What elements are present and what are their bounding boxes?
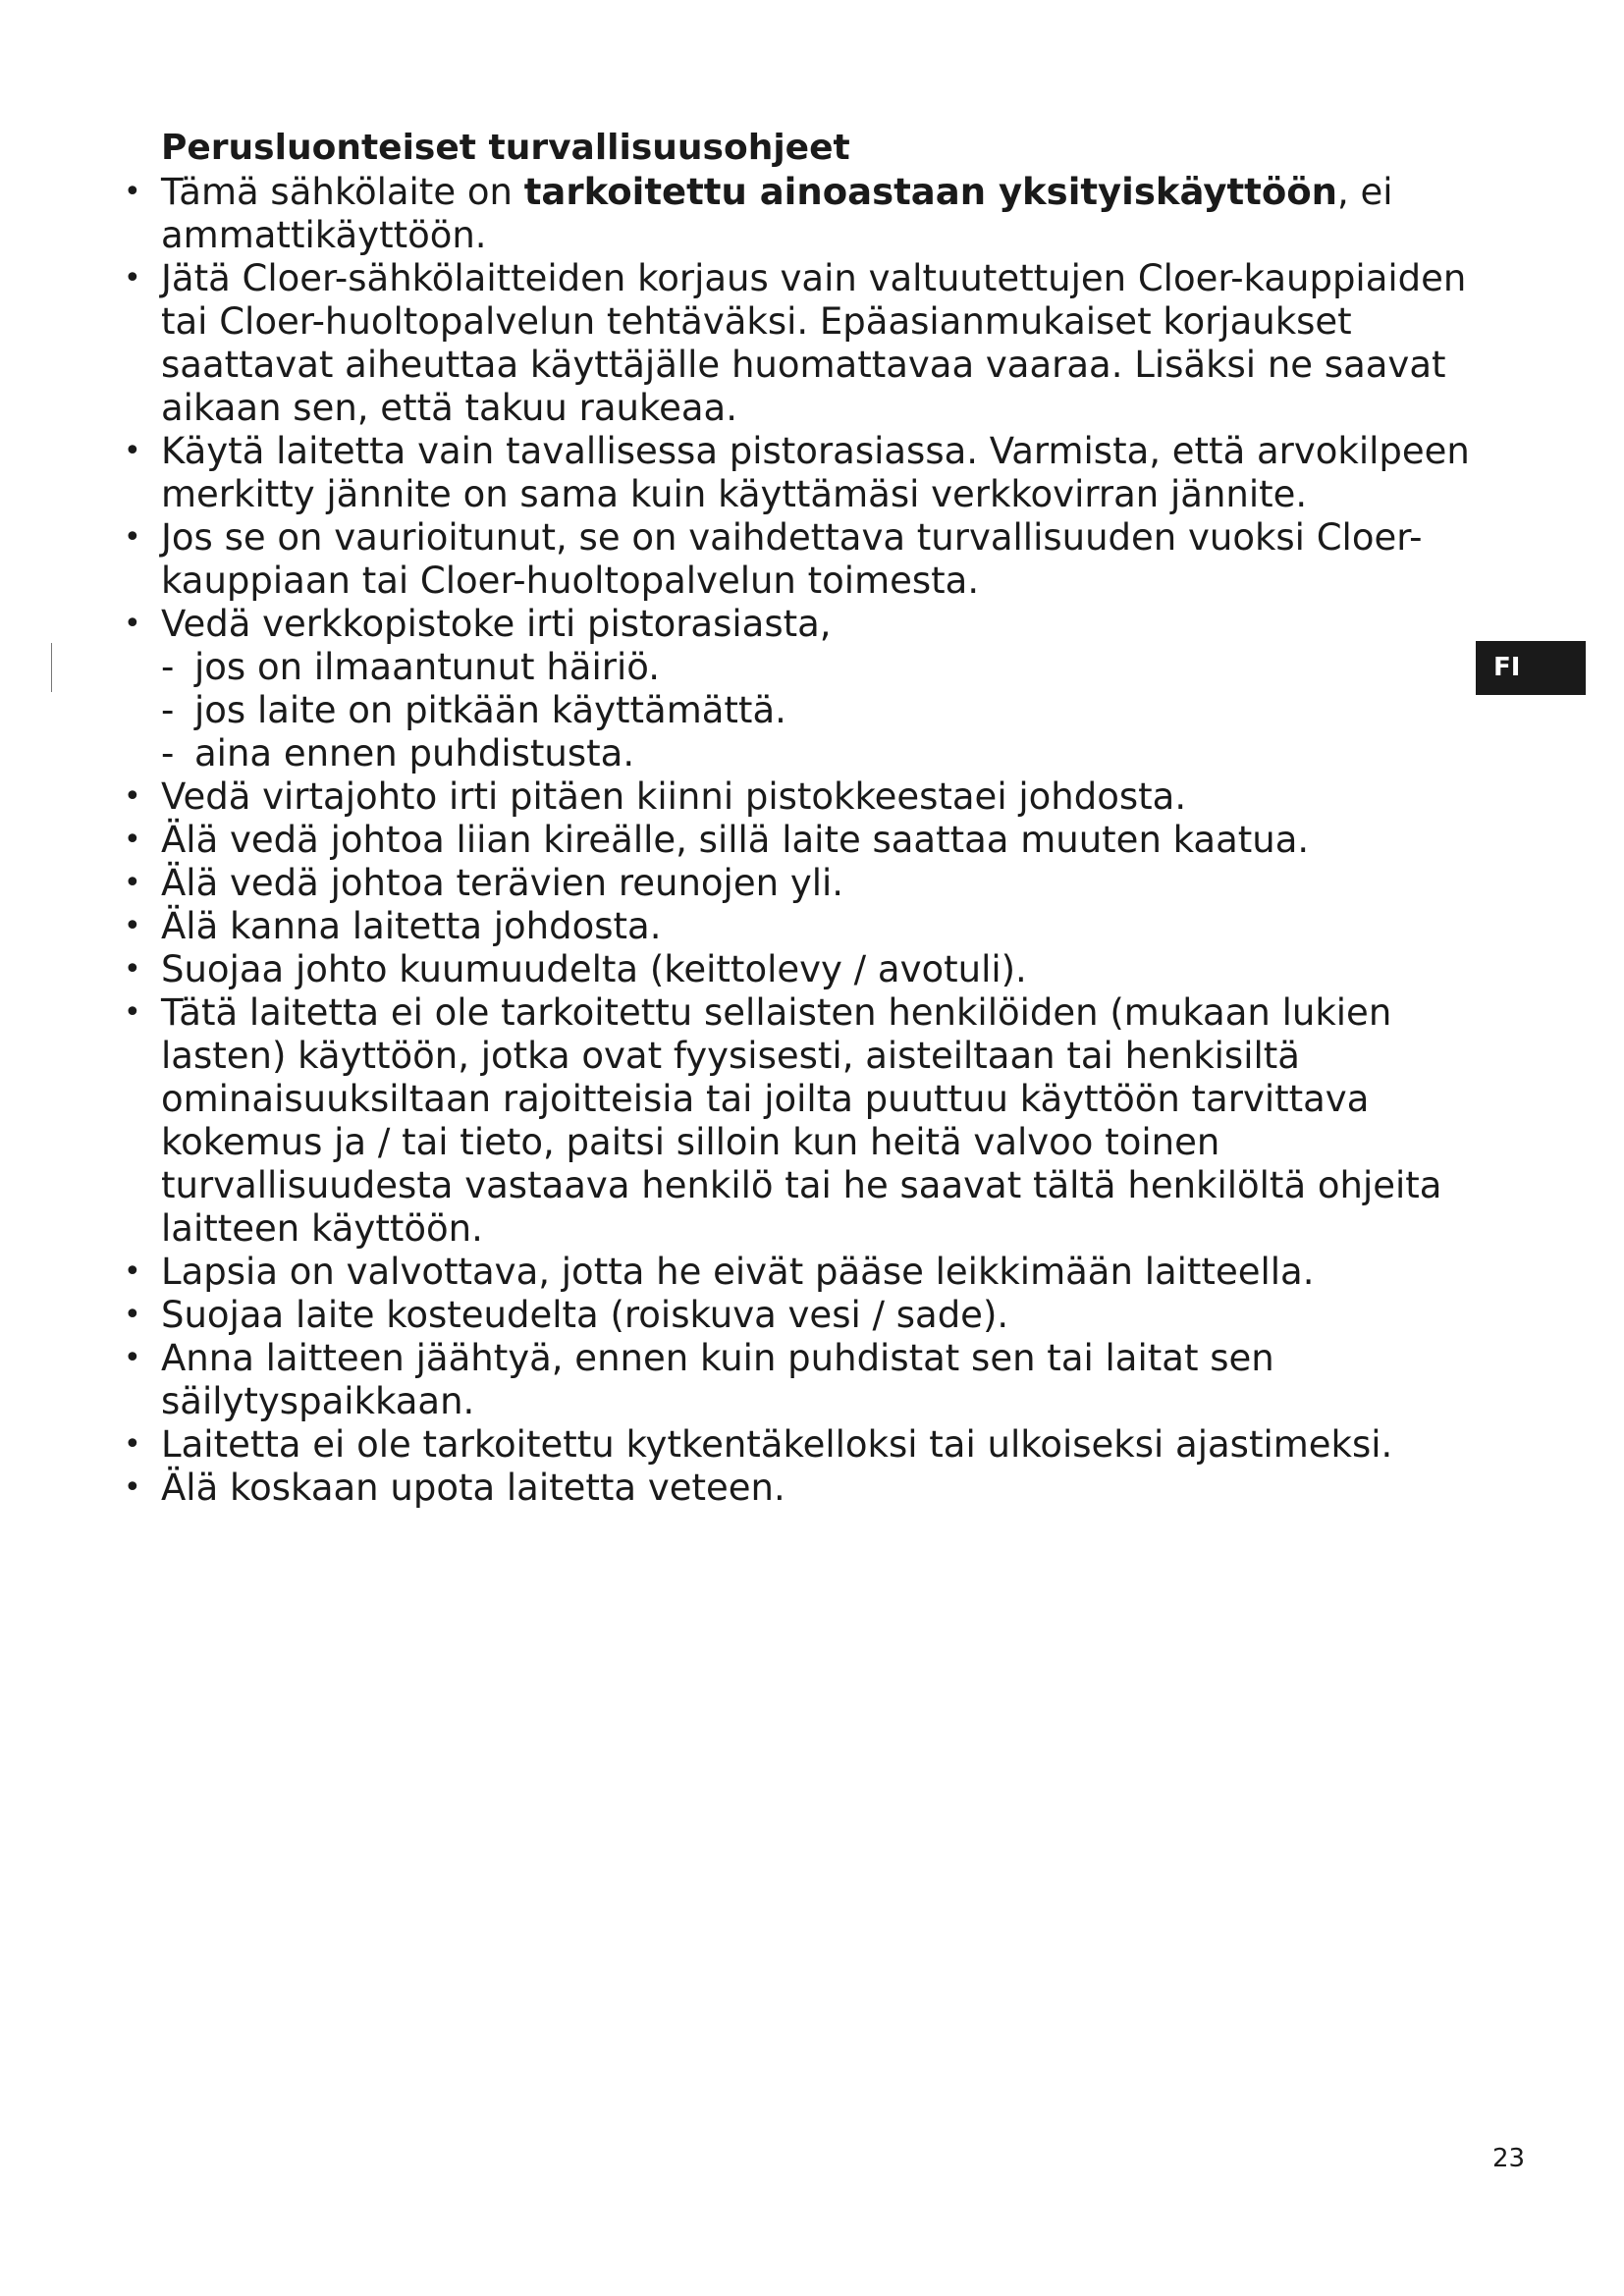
sub-list-item-text: jos on ilmaantunut häiriö. — [194, 646, 660, 688]
bullet-icon: • — [124, 779, 141, 814]
list-item-text: Älä kanna laitetta johdosta. — [161, 905, 662, 947]
section-heading: Perusluonteiset turvallisuusohjeet — [161, 128, 850, 168]
list-item — [124, 862, 1479, 905]
sub-list-item-text: aina ennen puhdistusta. — [194, 732, 635, 774]
list-item — [124, 603, 1479, 775]
list-item — [124, 948, 1479, 991]
list-item-text: Tämä sähkölaite on tarkoitettu ainoastaan yksityiskäyttöön, ei ammattikäyttöön. — [161, 171, 1393, 256]
dash-icon: - — [161, 646, 175, 688]
language-tab: FI — [1476, 641, 1586, 695]
list-item — [124, 905, 1479, 948]
list-item — [124, 430, 1479, 516]
list-item-text: Jos se on vaurioitunut, se on vaihdettava turvallisuuden vuoksi Cloer-kauppiaan tai Cloer-huoltopalvelun toimesta. — [161, 516, 1423, 602]
list-item — [124, 775, 1479, 819]
bullet-icon: • — [124, 1298, 141, 1332]
bullet-icon: • — [124, 995, 141, 1030]
bullet-icon: • — [124, 909, 141, 943]
list-item-text: Jätä Cloer-sähkölaitteiden korjaus vain valtuutettujen Cloer-kauppiaiden tai Cloer-huoltopalvelun tehtäväksi. Epäasianmukaiset korjaukset saattavat aiheuttaa käyttäjälle huomattavaa vaaraa. Lisäksi ne saavat aikaan sen, että takuu raukeaa. — [161, 257, 1467, 429]
list-item-text: Vedä verkkopistoke irti pistorasiasta, — [161, 603, 832, 645]
bullet-icon: • — [124, 1341, 141, 1375]
list-item — [124, 257, 1479, 430]
page-number: 23 — [1492, 2144, 1526, 2173]
sub-list-item-text: jos laite on pitkään käyttämättä. — [194, 689, 786, 731]
list-item-text: Lapsia on valvottava, jotta he eivät pääse leikkimään laitteella. — [161, 1251, 1315, 1293]
list-item — [124, 1337, 1479, 1423]
sub-list — [161, 646, 1479, 775]
list-item-text: Käytä laitetta vain tavallisessa pistorasiassa. Varmista, että arvokilpeen merkitty jännite on sama kuin käyttämäsi verkkovirran jännite. — [161, 430, 1470, 515]
sub-list-item — [161, 646, 1479, 689]
list-item — [124, 819, 1479, 862]
list-item — [124, 1251, 1479, 1294]
sub-list-item — [161, 732, 1479, 775]
bullet-icon: • — [124, 1427, 141, 1462]
list-item-text: Suojaa laite kosteudelta (roiskuva vesi / sade). — [161, 1294, 1009, 1336]
list-item-text: Tätä laitetta ei ole tarkoitettu sellaisten henkilöiden (mukaan lukien lasten) käyttöön, jotka ovat fyysisesti, aisteiltaan tai henkisiltä ominaisuuksiltaan rajoitteisia tai joilta puuttuu käyttöön tarvittava kokemus ja / tai tieto, paitsi silloin kun heitä valvoo toinen turvallisuudesta vastaava henkilö tai he saavat tältä henkilöltä ohjeita laitteen käyttöön. — [161, 991, 1442, 1250]
bullet-icon: • — [124, 434, 141, 468]
sub-list-item — [161, 689, 1479, 732]
list-item — [124, 1467, 1479, 1510]
list-item — [124, 171, 1479, 257]
bullet-icon: • — [124, 952, 141, 987]
list-item — [124, 1294, 1479, 1337]
list-item-text: Suojaa johto kuumuudelta (keittolevy / avotuli). — [161, 948, 1027, 990]
bullet-icon: • — [124, 823, 141, 857]
bullet-icon: • — [124, 1470, 141, 1505]
list-item-text: Laitetta ei ole tarkoitettu kytkentäkelloksi tai ulkoiseksi ajastimeksi. — [161, 1423, 1393, 1466]
list-item-text: Älä koskaan upota laitetta veteen. — [161, 1467, 785, 1509]
instruction-list — [124, 171, 1479, 1510]
list-item-text: Anna laitteen jäähtyä, ennen kuin puhdistat sen tai laitat sen säilytyspaikkaan. — [161, 1337, 1274, 1422]
emphasis-text: tarkoitettu ainoastaan yksityiskäyttöön — [523, 171, 1337, 213]
safety-instructions-section — [124, 126, 1479, 1510]
margin-marker-line — [51, 643, 52, 692]
list-item — [124, 516, 1479, 603]
list-item — [124, 1423, 1479, 1467]
list-item-text: Vedä virtajohto irti pitäen kiinni pistokkeestaei johdosta. — [161, 775, 1187, 818]
bullet-icon: • — [124, 1255, 141, 1289]
bullet-icon: • — [124, 866, 141, 900]
list-item — [124, 991, 1479, 1251]
list-item-text: Älä vedä johtoa terävien reunojen yli. — [161, 862, 844, 904]
dash-icon: - — [161, 732, 175, 774]
bullet-icon: • — [124, 175, 141, 209]
bullet-icon: • — [124, 607, 141, 641]
list-item-text: Älä vedä johtoa liian kireälle, sillä laite saattaa muuten kaatua. — [161, 819, 1310, 861]
bullet-icon: • — [124, 520, 141, 555]
bullet-icon: • — [124, 261, 141, 295]
dash-icon: - — [161, 689, 175, 731]
